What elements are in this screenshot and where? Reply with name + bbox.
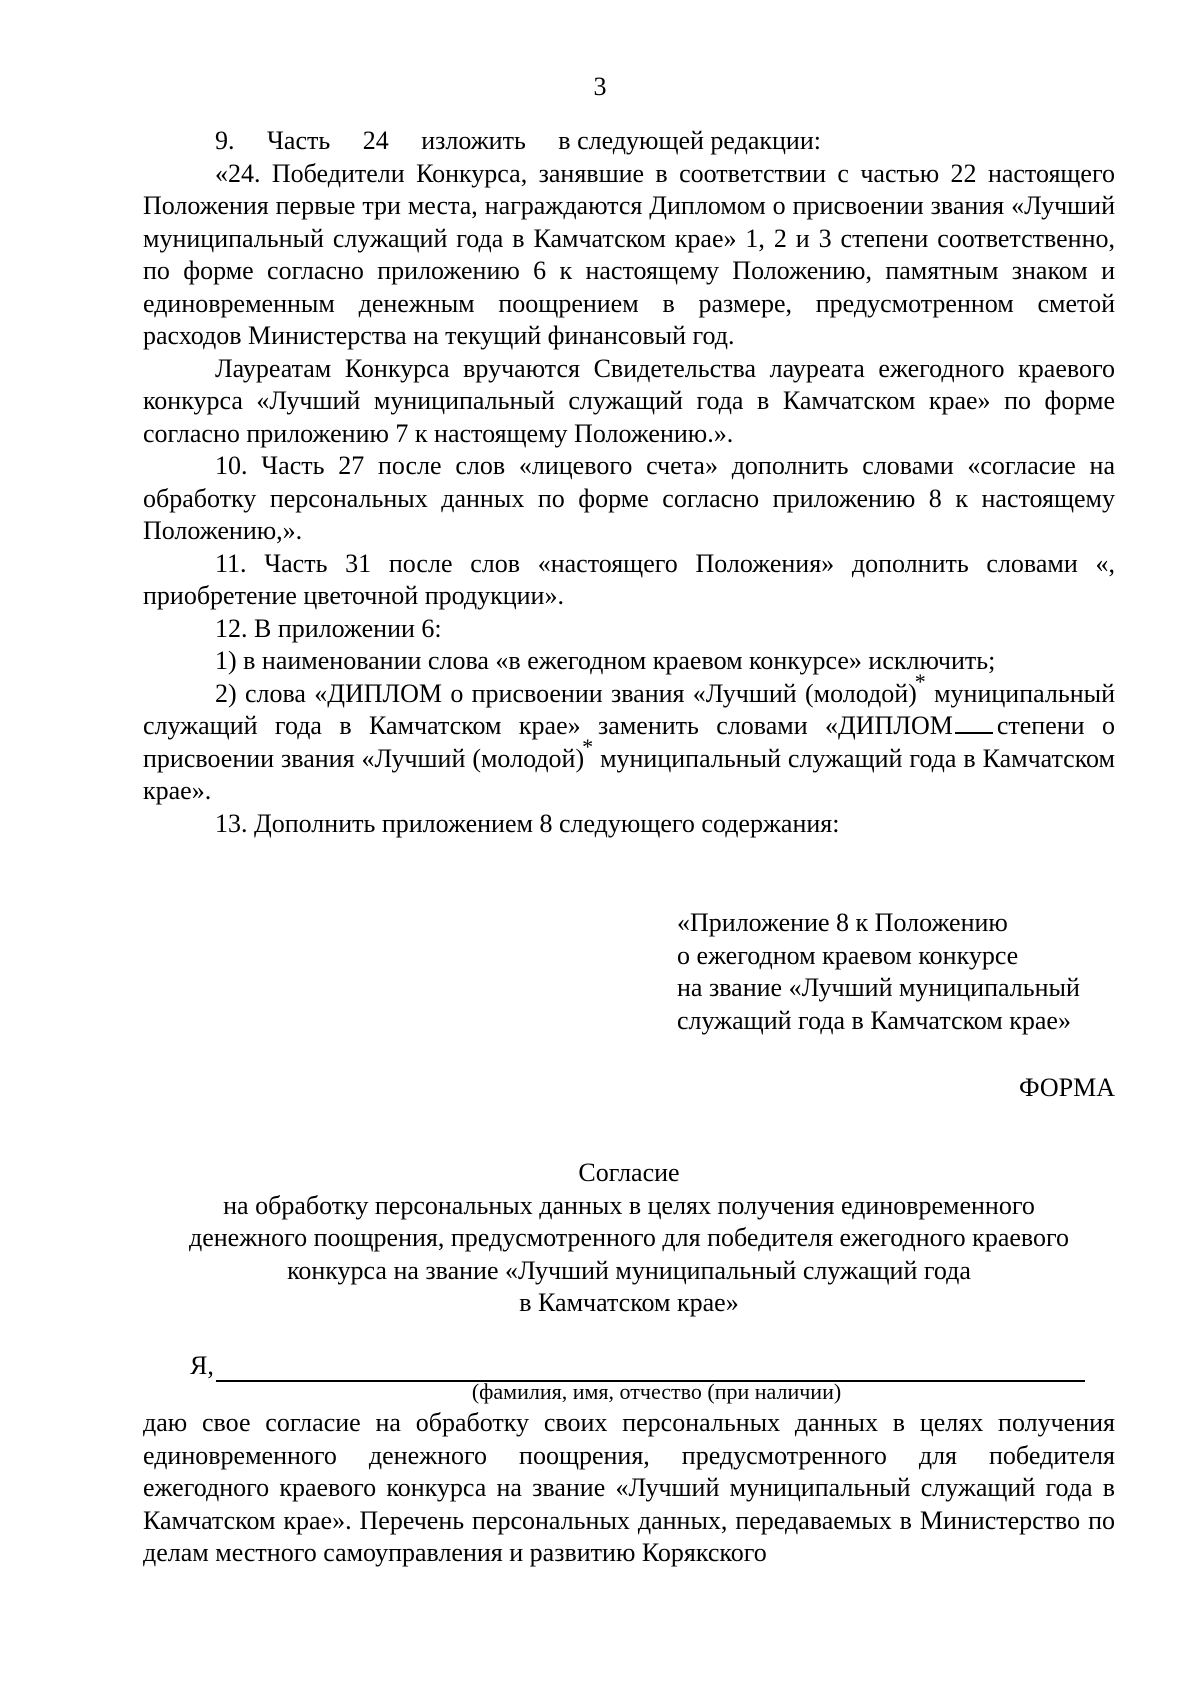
- item-2-part-a: 2) слова «ДИПЛОМ о присвоении звания «Лучший (молодой): [215, 678, 917, 708]
- amendments-text: [143, 125, 1115, 840]
- form-label: ФОРМА: [1019, 1073, 1115, 1102]
- appendix-line-1: «Приложение 8 к Положению: [677, 908, 1008, 937]
- item-2-part-b: муниципальный служащий года в Камчатском крае» заменить словами «ДИПЛОМ: [143, 678, 1115, 740]
- paragraph-13: 13. Дополнить приложением 8 следующего содержания:: [215, 808, 840, 838]
- page-number: 3: [593, 72, 607, 101]
- paragraph-12-item-1: 1) в наименовании слова «в ежегодном краевом конкурсе» исключить;: [215, 646, 996, 675]
- degree-blank-line: [955, 712, 993, 734]
- paragraph-laureates: Лауреатам Конкурса вручаются Свидетельства лауреата ежегодного краевого конкурса «Лучший муниципальный служащий года в Камчатском крае» по форме согласно приложению 7 к настоящему Положению.».: [143, 353, 1115, 448]
- paragraph-12-item-2: [143, 669, 1115, 808]
- appendix-line-4: служащий года в Камчатском крае»: [677, 1005, 1071, 1035]
- consent-title-block: [143, 1157, 1115, 1320]
- asterisk-mark: *: [582, 734, 594, 760]
- paragraph-24-quote: «24. Победители Конкурса, занявшие в соответствии с частью 22 настоящего Положения первые три места, награждаются Дипломом о присвоении звания «Лучший муниципальный служащий года в Камчатском крае» 1, 2 и 3 степени соответственно, по форме согласно приложению 6 к настоящему Положению, памятным знаком и единовременным денежным поощрением в размере, предусмотренном сметой расходов Министерства на текущий финансовый год.: [143, 158, 1115, 350]
- consent-subtitle-line-2: денежного поощрения, предусмотренного для победителя ежегодного краевого: [188, 1223, 1070, 1252]
- appendix-line-2: о ежегодном краевом конкурсе: [677, 940, 1019, 970]
- appendix-header: [677, 907, 1080, 1037]
- full-name-caption: (фамилия, имя, отчество (при наличии): [471, 1379, 842, 1404]
- consent-subtitle-line-4: в Камчатском крае»: [519, 1288, 739, 1317]
- ya-label: Я,: [190, 1351, 214, 1380]
- item-2-part-c: степени о присвоении звания «Лучший (молодой): [143, 711, 1115, 773]
- paragraph-10: 10. Часть 27 после слов «лицевого счета» дополнить словами «согласие на обработку персональных данных по форме согласно приложению 8 к настоящему Положению,».: [143, 451, 1115, 545]
- paragraph-12: 12. В приложении 6:: [215, 613, 442, 643]
- consent-title: Согласие: [578, 1158, 680, 1187]
- paragraph-9: 9. Часть 24 изложить в следующей редакции:: [215, 126, 821, 155]
- appendix-line-3: на звание «Лучший муниципальный: [677, 973, 1080, 1002]
- consent-subtitle-line-1: на обработку персональных данных в целях получения единовременного: [223, 1190, 1035, 1220]
- asterisk-mark: *: [914, 669, 926, 695]
- consent-subtitle-line-3: конкурса на звание «Лучший муниципальный служащий года: [287, 1255, 971, 1285]
- item-2-part-d: муниципальный служащий года в Камчатском крае».: [143, 743, 1115, 805]
- consent-body-text: даю свое согласие на обработку своих персональных данных в целях получения единовременного денежного поощрения, предусмотренного для победителя ежегодного краевого конкурса на звание «Лучший муниципальный служащий года в Камчатском крае». Перечень персональных данных, передаваемых в Министерство по делам местного самоуправления и развитию Корякского: [143, 1408, 1115, 1567]
- paragraph-11: 11. Часть 31 после слов «настоящего Положения» дополнить словами «, приобретение цветочной продукции».: [143, 548, 1115, 610]
- consent-body: [143, 1407, 1115, 1570]
